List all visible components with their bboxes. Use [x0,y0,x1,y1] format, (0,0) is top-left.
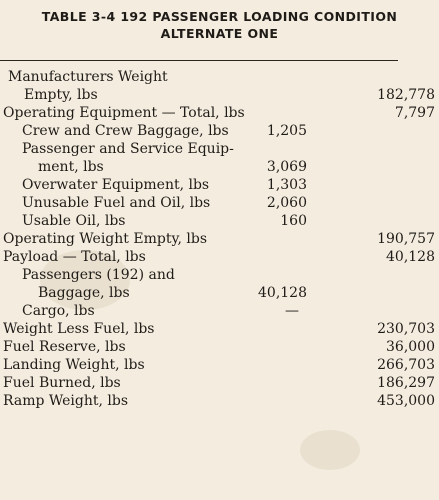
table-row [0,176,439,194]
row-total-value: 186,297 [377,375,435,391]
table-subtitle: ALTERNATE ONE [160,26,279,41]
header-rule [0,60,398,61]
row-label: Passengers (192) and [22,267,175,283]
row-component-value: 1,303 [266,177,307,193]
row-component-value: 3,069 [266,159,307,175]
row-label: Payload — Total, lbs [3,249,146,265]
row-label: Crew and Crew Baggage, lbs [22,123,229,139]
row-label: Unusable Fuel and Oil, lbs [22,195,211,211]
table-row [0,158,439,176]
row-label: Landing Weight, lbs [3,357,145,373]
table-row [0,320,439,338]
paper-stain [300,430,360,470]
table-row [0,392,439,410]
table-row [0,266,439,284]
row-label: Fuel Burned, lbs [3,375,121,391]
row-total-value: 230,703 [377,321,435,337]
weight-table [0,68,439,410]
table-row [0,230,439,248]
row-component-value: 1,205 [266,123,307,139]
table-row [0,122,439,140]
row-label: Passenger and Service Equip- [22,141,234,157]
table-row [0,248,439,266]
table-row [0,356,439,374]
row-label: Fuel Reserve, lbs [3,339,126,355]
row-label: Weight Less Fuel, lbs [3,321,155,337]
row-component-value: 160 [280,213,307,229]
row-label: Ramp Weight, lbs [3,393,129,409]
table-row [0,302,439,320]
row-total-value: 7,797 [394,105,435,121]
table-title: TABLE 3-4 192 PASSENGER LOADING CONDITION [41,9,398,24]
row-component-value: — [285,303,299,319]
row-label: Overwater Equipment, lbs [22,177,210,193]
table-row [0,194,439,212]
table-row [0,86,439,104]
row-label: ment, lbs [38,159,104,175]
row-total-value: 266,703 [377,357,435,373]
row-label: Operating Weight Empty, lbs [3,231,208,247]
table-row [0,104,439,122]
table-row [0,374,439,392]
row-component-value: 2,060 [266,195,307,211]
row-label: Usable Oil, lbs [22,213,126,229]
table-caption [0,8,439,42]
row-component-value: 40,128 [258,285,307,301]
row-total-value: 36,000 [386,339,435,355]
row-label: Operating Equipment — Total, lbs [3,105,245,121]
table-row [0,68,439,86]
table-row [0,140,439,158]
row-label: Cargo, lbs [22,303,95,319]
row-total-value: 453,000 [377,393,435,409]
row-total-value: 40,128 [386,249,435,265]
table-row [0,284,439,302]
row-total-value: 182,778 [377,87,435,103]
table-row [0,338,439,356]
row-label: Manufacturers Weight [8,69,168,85]
row-label: Empty, lbs [24,87,98,103]
table-row [0,212,439,230]
row-label: Baggage, lbs [38,285,130,301]
row-total-value: 190,757 [377,231,435,247]
